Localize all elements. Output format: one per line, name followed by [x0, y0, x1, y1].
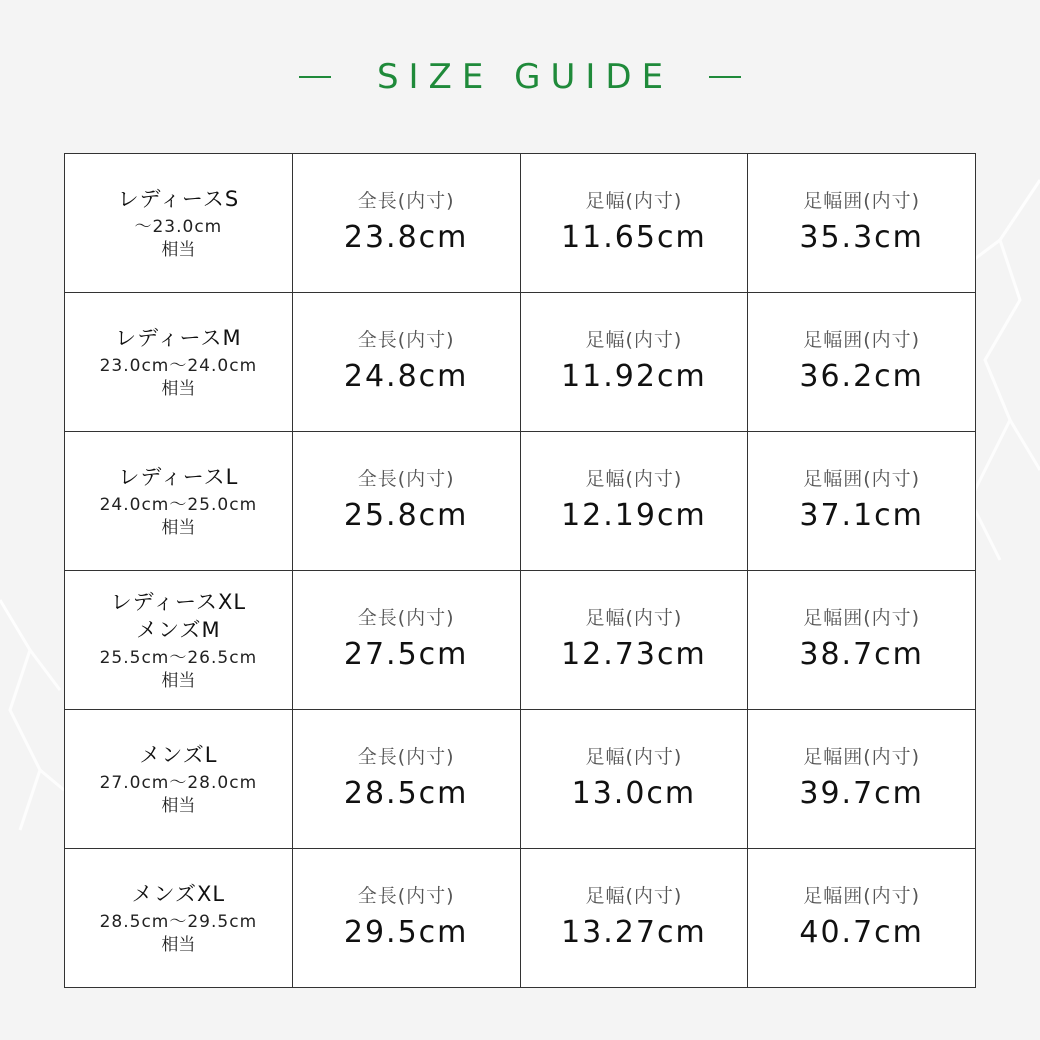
width-cell — [520, 293, 748, 432]
table-row — [65, 154, 976, 293]
length-cell — [292, 849, 520, 988]
size-name: レディースL — [118, 465, 239, 489]
size-name: レディースXL メンズM — [110, 590, 247, 642]
size-cell — [65, 571, 293, 710]
title-bar — [0, 52, 1040, 102]
girth-value: 38.7cm — [799, 637, 924, 672]
girth-cell — [748, 849, 976, 988]
width-value: 12.19cm — [561, 498, 707, 533]
width-label: 足幅(内寸) — [585, 329, 683, 351]
width-label: 足幅(内寸) — [585, 607, 683, 629]
width-cell — [520, 710, 748, 849]
width-label: 足幅(内寸) — [585, 190, 683, 212]
girth-cell — [748, 571, 976, 710]
length-value: 27.5cm — [343, 637, 469, 672]
length-value: 25.8cm — [343, 498, 469, 533]
size-equiv-label: 相当 — [161, 796, 196, 816]
width-value: 11.65cm — [561, 220, 707, 255]
girth-label: 足幅囲(内寸) — [803, 190, 921, 212]
size-name: レディースS — [117, 187, 240, 211]
size-cell — [65, 432, 293, 571]
width-cell — [520, 571, 748, 710]
table-row — [65, 432, 976, 571]
width-value: 11.92cm — [561, 359, 707, 394]
size-guide-table — [64, 153, 976, 988]
table-row — [65, 849, 976, 988]
size-name: メンズL — [139, 743, 218, 767]
width-cell — [520, 849, 748, 988]
length-cell — [292, 154, 520, 293]
length-label: 全長(内寸) — [357, 468, 455, 490]
length-cell — [292, 571, 520, 710]
length-cell — [292, 432, 520, 571]
table-row — [65, 293, 976, 432]
length-cell — [292, 710, 520, 849]
size-equiv-label: 相当 — [161, 671, 196, 691]
size-range: 25.5cm〜26.5cm — [99, 648, 258, 668]
length-label: 全長(内寸) — [357, 607, 455, 629]
size-equiv-label: 相当 — [161, 518, 196, 538]
length-label: 全長(内寸) — [357, 746, 455, 768]
length-value: 24.8cm — [343, 359, 469, 394]
girth-label: 足幅囲(内寸) — [803, 329, 921, 351]
size-cell — [65, 849, 293, 988]
size-equiv-label: 相当 — [161, 935, 196, 955]
width-label: 足幅(内寸) — [585, 468, 683, 490]
size-range: 27.0cm〜28.0cm — [99, 773, 258, 793]
width-value: 12.73cm — [561, 637, 707, 672]
girth-cell — [748, 293, 976, 432]
title-left-dash — [299, 76, 331, 78]
width-label: 足幅(内寸) — [585, 746, 683, 768]
width-cell — [520, 154, 748, 293]
size-name: レディースM — [115, 326, 242, 350]
girth-label: 足幅囲(内寸) — [803, 746, 921, 768]
girth-value: 35.3cm — [799, 220, 924, 255]
width-value: 13.27cm — [561, 915, 707, 950]
size-name: メンズXL — [131, 882, 226, 906]
girth-label: 足幅囲(内寸) — [803, 468, 921, 490]
girth-value: 40.7cm — [799, 915, 924, 950]
length-label: 全長(内寸) — [357, 329, 455, 351]
length-value: 28.5cm — [343, 776, 469, 811]
length-value: 29.5cm — [343, 915, 469, 950]
size-cell — [65, 710, 293, 849]
table-row — [65, 710, 976, 849]
size-equiv-label: 相当 — [161, 240, 196, 260]
girth-cell — [748, 710, 976, 849]
girth-value: 39.7cm — [799, 776, 924, 811]
girth-value: 36.2cm — [799, 359, 924, 394]
length-label: 全長(内寸) — [357, 885, 455, 907]
size-cell — [65, 293, 293, 432]
size-range: 〜23.0cm — [134, 217, 223, 237]
table-row — [65, 571, 976, 710]
size-range: 28.5cm〜29.5cm — [99, 912, 258, 932]
girth-value: 37.1cm — [799, 498, 924, 533]
girth-label: 足幅囲(内寸) — [803, 607, 921, 629]
girth-cell — [748, 154, 976, 293]
width-label: 足幅(内寸) — [585, 885, 683, 907]
page-title: SIZE GUIDE — [376, 57, 674, 97]
girth-label: 足幅囲(内寸) — [803, 885, 921, 907]
size-cell — [65, 154, 293, 293]
size-range: 23.0cm〜24.0cm — [99, 356, 258, 376]
length-cell — [292, 293, 520, 432]
size-equiv-label: 相当 — [161, 379, 196, 399]
size-range: 24.0cm〜25.0cm — [99, 495, 258, 515]
length-value: 23.8cm — [343, 220, 469, 255]
width-cell — [520, 432, 748, 571]
width-value: 13.0cm — [571, 776, 697, 811]
girth-cell — [748, 432, 976, 571]
length-label: 全長(内寸) — [357, 190, 455, 212]
title-right-dash — [709, 76, 741, 78]
